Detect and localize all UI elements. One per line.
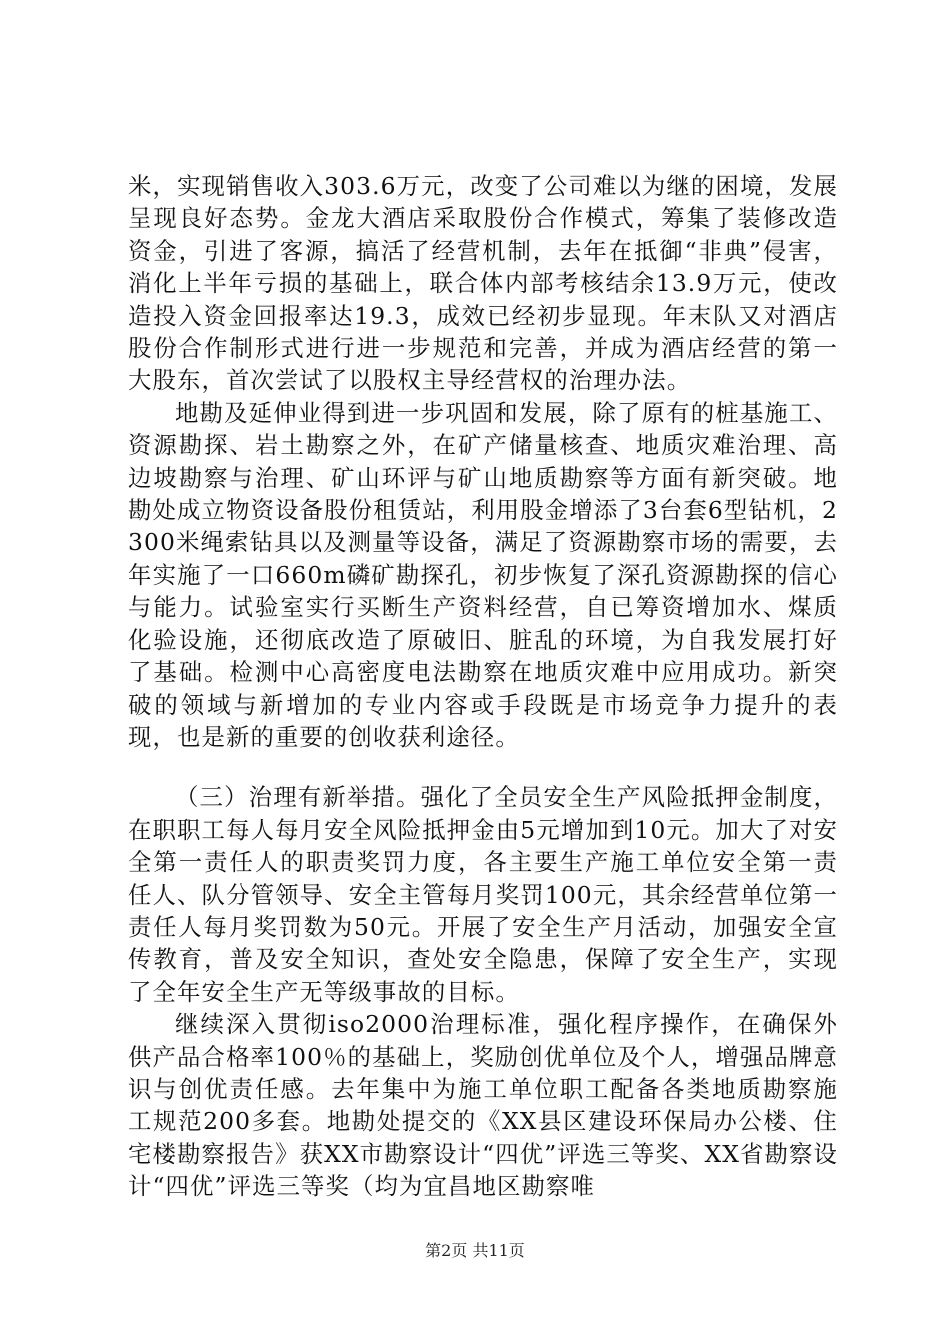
paragraph-governance-measures: （三）治理有新举措。强化了全员安全生产风险抵押金制度，在职职工每人每月安全风险抵押金由5元增加到10元。加大了对安全第一责任人的职责奖罚力度，各主要生产施工单位安全第一责任人、队分管领导、安全主管每月奖罚100元，其余经营单位第一责任人每月奖罚数为50元。开展了安全生产月活动，加强安全宣传教育，普及安全知识，查处安全隐患，保障了安全生产，实现了全年安全生产无等级事故的目标。 xyxy=(128,783,838,1006)
paragraph-continuation: 米，实现销售收入303.6万元，改变了公司难以为继的困境，发展呈现良好态势。金龙大酒店采取股份合作模式，筹集了装修改造资金，引进了客源，搞活了经营机制，去年在抵御“非典”侵害，消化上半年亏损的基础上，联合体内部考核结余13.9万元，使改造投入资金回报率达19.3，成效已经初步显现。年末队又对酒店股份合作制形式进行进一步规范和完善，并成为酒店经营的第一大股东，首次尝试了以股权主导经营权的治理办法。 xyxy=(128,172,838,395)
paragraph-quality-standards: 继续深入贯彻iso2000治理标准，强化程序操作，在确保外供产品合格率100％的基础上，奖励创优单位及个人，增强品牌意识与创优责任感。去年集中为施工单位职工配备各类地质勘察施工规范200多套。地勘处提交的《XX县区建设环保局办公楼、住宅楼勘察报告》获XX市勘察设计“四优”评选三等奖、XX省勘察设计“四优”评选三等奖（均为宜昌地区勘察唯 xyxy=(128,1010,838,1201)
page-footer: 第2页 共11页 xyxy=(425,1241,525,1260)
document-body xyxy=(128,170,838,1203)
paragraph-geological-survey: 地勘及延伸业得到进一步巩固和发展，除了原有的桩基施工、资源勘探、岩土勘察之外，在矿产储量核查、地质灾难治理、高边坡勘察与治理、矿山环评与矿山地质勘察等方面有新突破。地勘处成立物资设备股份租赁站，利用股金增添了3台套6型钻机，2300米绳索钻具以及测量等设备，满足了资源勘察市场的需要，去年实施了一口660m磷矿勘探孔，初步恢复了深孔资源勘探的信心与能力。试验室实行买断生产资料经营，自已筹资增加水、煤质化验设施，还彻底改造了原破旧、脏乱的环境，为自我发展打好了基础。检测中心高密度电法勘察在地质灾难中应用成功。新突破的领域与新增加的专业内容或手段既是市场竞争力提升的表现，也是新的重要的创收获利途径。 xyxy=(128,398,838,751)
